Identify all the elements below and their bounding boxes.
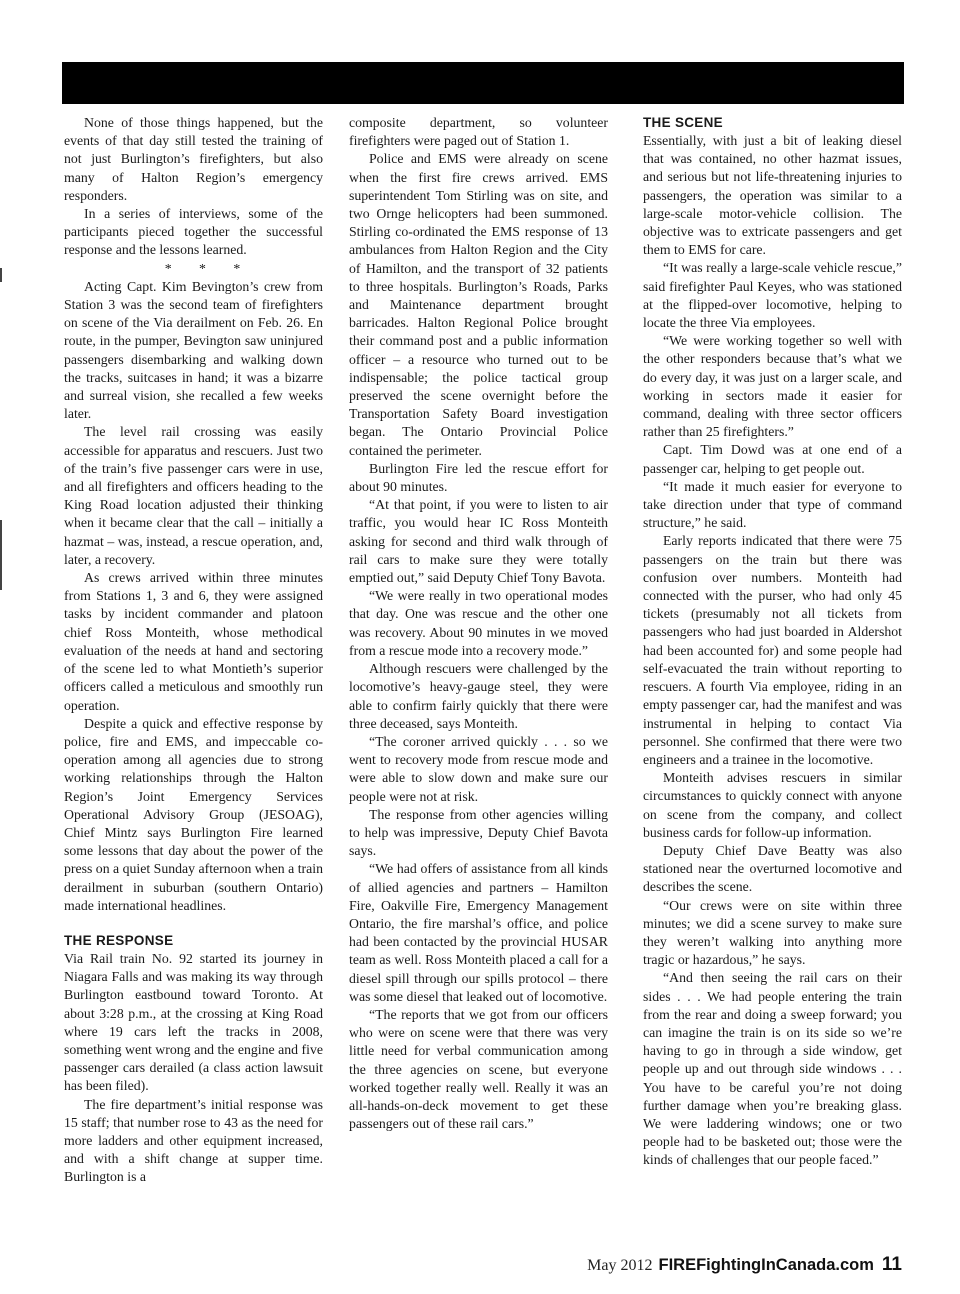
paragraph: “The coroner arrived quickly . . . so we went to recovery mode from rescue mode and were able to slow down and make sure our people were not at risk. <box>349 733 608 804</box>
paragraph: Early reports indicated that there were 75 passengers on the train but there was confusion over numbers. Monteith had connected with the purser, who had only 45 tickets (presumably not all tickets from passengers who had just boarded in Aldershot had been accounted for) and some people had self-evacuated the train without reporting to rescuers. A fourth Via employee, riding in an empty passenger car, had the manifest and was instrumental in helping to contact Via personnel. She confirmed that there were two engineers and a trainee in the locomotive. <box>643 533 902 767</box>
paragraph: Burlington Fire led the rescue effort for about 90 minutes. <box>349 460 608 495</box>
paragraph: The fire department’s initial response was 15 staff; that number rose to 43 as the need for more ladders and other equipment increased, and with a shift change at supper time. Burlington is a <box>64 1096 323 1185</box>
article-column-1 <box>64 114 323 1187</box>
paragraph: “We were really in two operational modes that day. One was rescue and the other one was recovery. About 90 minutes in we moved from a rescue mode into a recovery mode.” <box>349 588 608 658</box>
page-number: 11 <box>881 1254 902 1275</box>
paragraph: Essentially, with just a bit of leaking diesel that was contained, no other hazmat issues, and serious but not life-threatening injuries to passengers, the operation was similar to a large-scale motor-vehicle collision. The objective was to extricate passengers and get them to EMS for care. <box>643 133 902 258</box>
paragraph: Acting Capt. Kim Bevington’s crew from Station 3 was the second team of firefighters on scene of the Via derailment on Feb. 26. En route, in the pumper, Bevington saw uninjured passengers disembarking and walking down the tracks, suitcases in hand; it was a bizarre and surreal vision, she recalled a few weeks later. <box>64 278 323 422</box>
paragraph: As crews arrived within three minutes from Stations 1, 3 and 6, they were assigned tasks by incident commander and platoon chief Ross Monteith, whose methodical evaluation of the needs at hand and sectoring of the scene led to what Montieth’s superior officers called a meticulous and smoothly run operation. <box>64 570 323 713</box>
paragraph: Monteith advises rescuers in similar circumstances to quickly connect with anyone on scene from the company, and collect business cards for follow-up information. <box>643 770 902 840</box>
paragraph: None of those things happened, but the events of that day still tested the training of not just Burlington’s firefighters, but also many of Halton Region’s emergency responders. <box>64 115 323 203</box>
paragraph: Deputy Chief Dave Beatty was also stationed near the overturned locomotive and describes the scene. <box>643 842 902 895</box>
paragraph: Capt. Tim Dowd was at one end of a passenger car, helping to get people out. <box>643 442 902 476</box>
header-black-bar <box>62 62 904 104</box>
section-heading-scene: THE SCENE <box>643 115 723 130</box>
section-heading-response: THE RESPONSE <box>64 932 174 948</box>
paragraph: “We had offers of assistance from all kinds of allied agencies and partners – Hamilton Fire, Oakville Fire, Emergency Management Ontario, the fire marshal’s office, and police had been contacted by the provincial HUSAR team as well. Ross Monteith placed a call for a diesel spill through our spills protocol – there was some diesel that leaked out of locomotive. <box>349 861 608 1004</box>
paragraph: Although rescuers were challenged by the locomotive’s heavy-gauge steel, they were able to confirm fairly quickly that there were three deceased, says Monteith. <box>349 661 608 731</box>
article-column-3 <box>643 114 902 1170</box>
paragraph: The response from other agencies willing to help was impressive, Deputy Chief Bavota says. <box>349 806 608 859</box>
paragraph: Despite a quick and effective response by police, fire and EMS, and impeccable co-operation among all agencies due to strong working relationships through the Halton Region’s Joint Emergency Services Operational Advisory Group (JESOAG), Chief Mintz says Burlington Fire learned some lessons that day about the power of the press on a quiet Sunday afternoon when a train derailment in suburban (southern Ontario) made international headlines. <box>64 715 324 913</box>
paragraph: “The reports that we got from our officers who were on scene were that there was very little need for verbal communication among the three agencies on scene, but everyone worked together really well. Really it was an all-hands-on-deck movement to get these passengers out of these rail cars.” <box>349 1006 608 1132</box>
paragraph: Via Rail train No. 92 started its journey in Niagara Falls and was making its way through Burlington eastbound toward Toronto. At about 3:28 p.m., at the crossing at King Road where 19 cars left the tracks in 2008, something went wrong and the engine and five passenger cars derailed (a class action lawsuit has been filed). <box>64 950 323 1094</box>
left-edge-mark <box>0 268 2 282</box>
paragraph: “Our crews were on site within three minutes; we did a scene survey to make sure they weren’t walking into anything more tragic or hazardous,” he says. <box>643 897 902 968</box>
paragraph: In a series of interviews, some of the participants pieced together the successful response and the lessons learned. <box>64 206 323 258</box>
paragraph: “It was really a large-scale vehicle rescue,” said firefighter Paul Keyes, who was stationed at the flipped-over locomotive, helping to locate the three Via employees. <box>643 260 902 331</box>
paragraph: The level rail crossing was easily accessible for apparatus and rescuers. Just two of the train’s five passenger cars were in use, and all firefighters and officers heading to the King Road location adjusted their thinking when it became clear that the call – initially a hazmat – was, instead, a rescue operation, and, later, a recovery. <box>64 424 323 567</box>
paragraph: “And then seeing the rail cars on their sides . . . We had people entering the train from the rear and doing a sweep forward; you can imagine the train is on its side so we’re having to go in through a side window, get people up and out through side windows . . . You have to be careful you’re not doing further damage when you’re breaking glass. We were laddering windows; one or two people had to be basketed out; those were the kinds of challenges that our people faced.” <box>643 970 902 1168</box>
paragraph: “At that point, if you were to listen to air traffic, you would hear IC Ross Monteith asking for second and third walk through of rail cars to make sure they were totally emptied out,” said Deputy Chief Tony Bavota. <box>349 497 608 586</box>
paragraph: “We were working together so well with the other responders because that’s what we do every day, it was just on a larger scale, and working in sectors made it easier for command, dealing with three sector officers rather than 25 firefighters.” <box>643 333 902 440</box>
issue-date: May 2012 <box>587 1257 653 1274</box>
paragraph: composite department, so volunteer firefighters were paged out of Station 1. <box>349 115 608 149</box>
article-column-2 <box>349 114 608 1133</box>
left-edge-mark <box>0 520 2 590</box>
section-separator: * * * <box>164 260 253 276</box>
paragraph: “It made it much easier for everyone to take direction under that type of command structure,” he said. <box>643 478 902 531</box>
paragraph: Police and EMS were already on scene when the first fire crews arrived. EMS superintendent Tom Stirling was on site, and two Ornge helicopters had been summoned. Stirling co-ordinated the EMS response of 13 ambulances from Halton Region and the City of Hamilton, and the transport of 32 patients to three hospitals. Burlington’s Roads, Parks and Maintenance department brought barricades. Halton Regional Police brought their command post and a public information officer – a resource who turned out to be indispensable; the police tactical group preserved the scene overnight before the Transportation Safety Board investigation began. The Ontario Provincial Police contained the perimeter. <box>349 151 608 458</box>
page-footer <box>587 1254 902 1276</box>
website-name: FIREFightingInCanada.com <box>658 1256 874 1274</box>
